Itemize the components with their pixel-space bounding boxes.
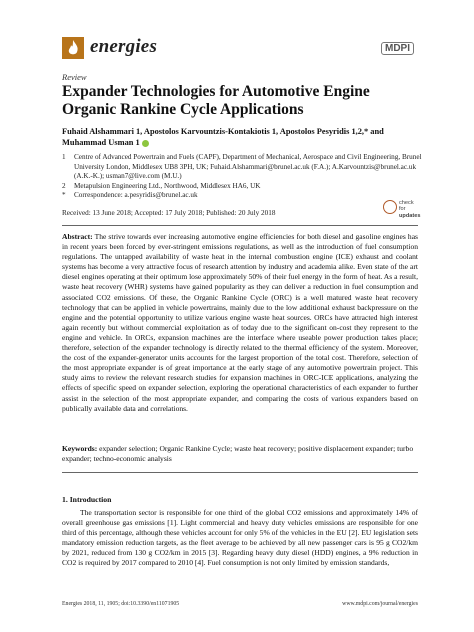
publisher-logo[interactable]: MDPI: [381, 42, 414, 55]
article-title: Expander Technologies for Automotive Engine Organic Rankine Cycle Applications: [62, 83, 370, 118]
keywords-label: Keywords:: [62, 444, 98, 453]
divider: [62, 225, 418, 226]
author-list: [62, 126, 422, 148]
introduction-paragraph: The transportation sector is responsible for one third of the global CO2 emissions and approximately 14% of overall greenhouse gas emissions [1]. Light commercial and heavy duty vehicles emissions are responsible for one third of this percentage, although these vehicles account for only 5% of the vehicles in the EU [2]. EU legislation sets mandatory emission reduction targets, as the fleet average to be achieved by all new passenger cars is 95 g CO2/km by 2021, reduced from 130 g CO2/km in 2015 [3]. Regarding heavy duty diesel (HDD) engines, a 9% reduction in CO2 is required by 2017 compared to 2010 [4]. Fuel consumption is not only limited by emission standards,: [62, 508, 418, 568]
journal-name: energies: [90, 36, 158, 57]
authors-line-2: Muhammad Usman 1: [62, 138, 140, 147]
keywords: [62, 444, 418, 464]
authors-line-1: Fuhaid Alshammari 1, Apostolos Karvountzis-Kontakiotis 1, Apostolos Pesyridis 1,2,* and: [62, 127, 384, 136]
affiliation-mark: *: [62, 191, 66, 200]
introduction-body: [62, 508, 418, 569]
affiliation-mark: 2: [62, 181, 66, 190]
abstract-text: The strive towards ever increasing automotive engine efficiencies for both diesel and gasoline engines has in recent years been forced by ever-stringent emissions regulations, as well as the introduction of fuel consumption regulations. The untapped availability of waste heat in the internal combustion engine (ICE) exhaust and coolant systems has become a very attractive focus of research attention by industry and academia alike. Even state of the art diesel engines operating at their optimum lose approximately 50% of their fuel energy in the form of heat. As a result, waste heat recovery (WHR) systems have gained popularity as they can deliver a reduction in fuel consumption and associated CO2 emissions. Of these, the Organic Rankine Cycle (ORC) is a well matured waste heat recovery technology that can be applied in vehicle powertrains, mainly due to the low additional exhaust backpressure on the engine and the potential opportunity to utilize various engine waste heat sources. ORCs have attracted high interest again recently but without commercial exploitation as of today due to the significant on-cost they represent to the engine and vehicle. In ORCs, expansion machines are the interface where useable power production takes place; therefore, selection of the expander technology is directly related to the thermal efficiency of the system. Moreover, the cost of the expander-generator units accounts for the largest proportion of the total cost. Therefore, selection of the most appropriate expander is of great importance at the early stage of any automotive powertrain project. This study aims to review the relevant research studies for expansion machines in ORC-ICE applications, analyzing the effects of specific speed on expander selection, exploring the operational characteristics of each expander to further assist in the selection of the most appropriate expander, and comparing the costs of various expanders based on publically available data and correlations.: [62, 232, 418, 413]
abstract-label: Abstract:: [62, 232, 93, 241]
affiliations: [62, 153, 422, 201]
affiliation-text: Centre of Advanced Powertrain and Fuels (CAPF), Department of Mechanical, Aerospace and Civil Engineering, Brunel University London, Middlesex UB8 3PH, UK; Fuhaid.Alshammari@brunel.ac.uk (F.A.); A.Karvountzis@brunel.ac.uk (A.K.-K.); usman7@live.com (M.U.): [74, 153, 422, 181]
badge-line-2: updates: [399, 212, 421, 219]
badge-line-1: check for: [399, 200, 414, 213]
check-for-updates-badge[interactable]: [383, 198, 421, 219]
journal-logo-icon: [62, 37, 84, 59]
article-type: Review: [62, 72, 87, 82]
check-for-updates-icon: [383, 200, 397, 214]
orcid-icon[interactable]: [142, 140, 149, 147]
affiliation-mark: 1: [62, 153, 66, 161]
abstract: [62, 232, 418, 414]
correspondence-item: [62, 191, 422, 201]
affiliation-text: Metapulsion Engineering Ltd., Northwood, Middlesex HA6, UK: [74, 181, 261, 190]
divider: [62, 472, 418, 473]
journal-url[interactable]: www.mdpi.com/journal/energies: [342, 601, 418, 607]
keywords-text: expander selection; Organic Rankine Cycle; waste heat recovery; positive displacement expander; turbo expander; techno-economic analysis: [62, 444, 414, 464]
section-heading: 1. Introduction: [62, 495, 112, 504]
correspondence-text[interactable]: Correspondence: a.pesyridis@brunel.ac.uk: [74, 191, 198, 200]
affiliation-item: [62, 182, 422, 192]
article-dates: Received: 13 June 2018; Accepted: 17 July 2018; Published: 20 July 2018: [62, 209, 276, 217]
affiliation-item: [62, 153, 422, 182]
citation-footer: Energies 2018, 11, 1905; doi:10.3390/en11071905: [62, 601, 180, 607]
